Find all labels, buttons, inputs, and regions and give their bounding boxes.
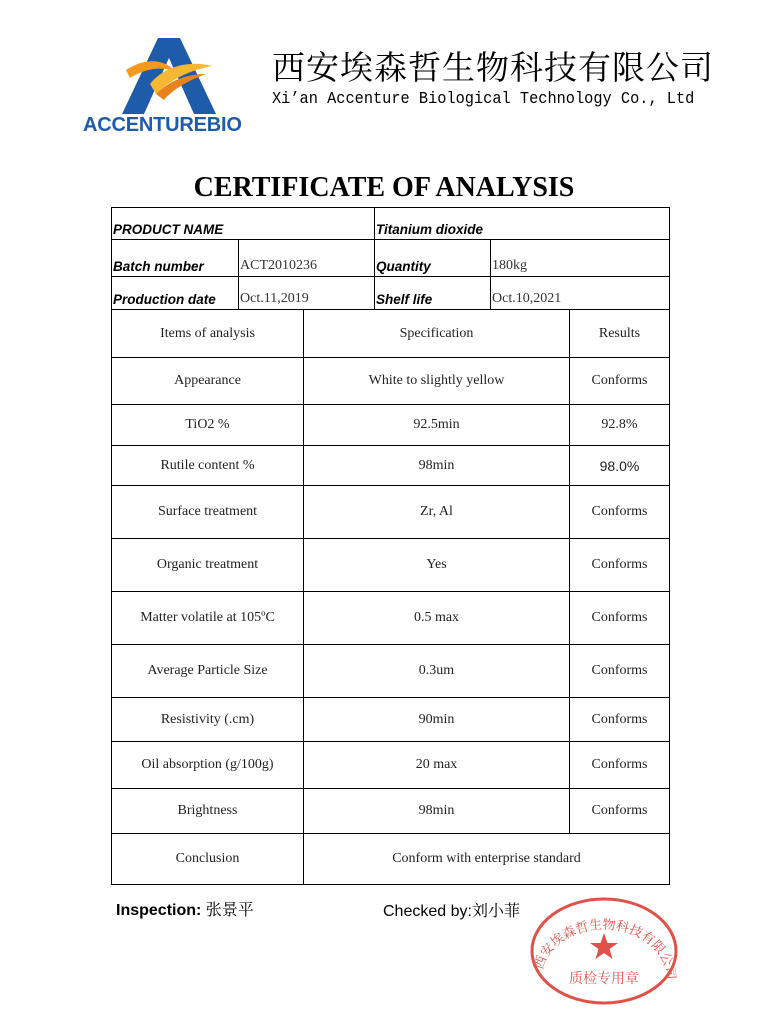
result-cell: Conforms [570, 486, 670, 539]
conclusion-label: Conclusion [112, 834, 304, 885]
batch-number-label: Batch number [112, 240, 239, 277]
table-row [112, 539, 670, 592]
table-row [112, 592, 670, 645]
table-row [112, 698, 670, 742]
item-cell: TiO2 % [112, 405, 304, 446]
item-cell: Surface treatment [112, 486, 304, 539]
batch-row [112, 240, 670, 277]
checked-by-label: Checked by: [383, 903, 472, 920]
item-cell: Organic treatment [112, 539, 304, 592]
quantity-label: Quantity [375, 240, 491, 277]
checked-by-name: 刘小菲 [471, 901, 520, 920]
conclusion-value: Conform with enterprise standard [304, 834, 670, 885]
table-header-row [112, 310, 670, 358]
spec-cell: 0.3um [304, 645, 570, 698]
header-specification: Specification [304, 310, 570, 358]
header-results: Results [570, 310, 670, 358]
spec-cell: 92.5min [304, 405, 570, 446]
star-icon [590, 933, 618, 959]
table-row [112, 742, 670, 789]
quantity-value: 180kg [491, 240, 670, 277]
spec-cell: 98min [304, 789, 570, 834]
table-row [112, 358, 670, 405]
table-row [112, 405, 670, 446]
spec-cell: 0.5 max [304, 592, 570, 645]
item-cell: Appearance [112, 358, 304, 405]
batch-number-value: ACT2010236 [239, 240, 375, 277]
item-cell: Resistivity (.cm) [112, 698, 304, 742]
result-cell: Conforms [570, 358, 670, 405]
result-cell: Conforms [570, 592, 670, 645]
company-seal-stamp [528, 893, 680, 1005]
table-row [112, 446, 670, 486]
inspection-label: Inspection: [116, 902, 202, 919]
seal-ring-text: 西安埃森哲生物科技有限公司 [531, 917, 678, 981]
product-name-value: Titanium dioxide [375, 208, 670, 240]
header-items: Items of analysis [112, 310, 304, 358]
document-title: CERTIFICATE OF ANALYSIS [193, 172, 575, 203]
production-date-label: Production date [112, 277, 239, 310]
inspection-line [116, 897, 254, 920]
result-cell: Conforms [570, 539, 670, 592]
product-info-table [111, 207, 670, 310]
logo-icon [120, 36, 220, 114]
inspection-name: 张景平 [205, 900, 254, 919]
item-cell: Matter volatile at 105ºC [112, 592, 304, 645]
spec-cell: 20 max [304, 742, 570, 789]
result-cell: Conforms [570, 742, 670, 789]
spec-cell: 98min [304, 446, 570, 486]
table-row [112, 789, 670, 834]
item-cell: Brightness [112, 789, 304, 834]
shelf-life-value: Oct.10,2021 [491, 277, 670, 310]
analysis-table [111, 309, 670, 885]
dates-row [112, 277, 670, 310]
company-name-cn: 西安埃森哲生物科技有限公司 [272, 48, 714, 87]
spec-cell: 90min [304, 698, 570, 742]
result-cell: Conforms [570, 789, 670, 834]
company-name-en: Xi’an Accenture Biological Technology Co., Ltd [272, 90, 695, 109]
table-row [112, 486, 670, 539]
item-cell: Rutile content % [112, 446, 304, 486]
item-cell: Average Particle Size [112, 645, 304, 698]
result-cell: 92.8% [570, 405, 670, 446]
table-row [112, 645, 670, 698]
result-cell: Conforms [570, 698, 670, 742]
shelf-life-label: Shelf life [375, 277, 491, 310]
seal-center-text: 质检专用章 [569, 971, 639, 987]
checked-by-line [383, 898, 520, 921]
item-cell: Oil absorption (g/100g) [112, 742, 304, 789]
logo-text: ACCENTUREBIO [83, 114, 242, 136]
spec-cell: Yes [304, 539, 570, 592]
spec-cell: Zr, Al [304, 486, 570, 539]
company-logo [80, 36, 260, 138]
production-date-value: Oct.11,2019 [239, 277, 375, 310]
result-cell: Conforms [570, 645, 670, 698]
conclusion-row [112, 834, 670, 885]
result-cell: 98.0% [570, 446, 670, 486]
spec-cell: White to slightly yellow [304, 358, 570, 405]
product-name-row [112, 208, 670, 240]
product-name-label: PRODUCT NAME [112, 208, 375, 240]
